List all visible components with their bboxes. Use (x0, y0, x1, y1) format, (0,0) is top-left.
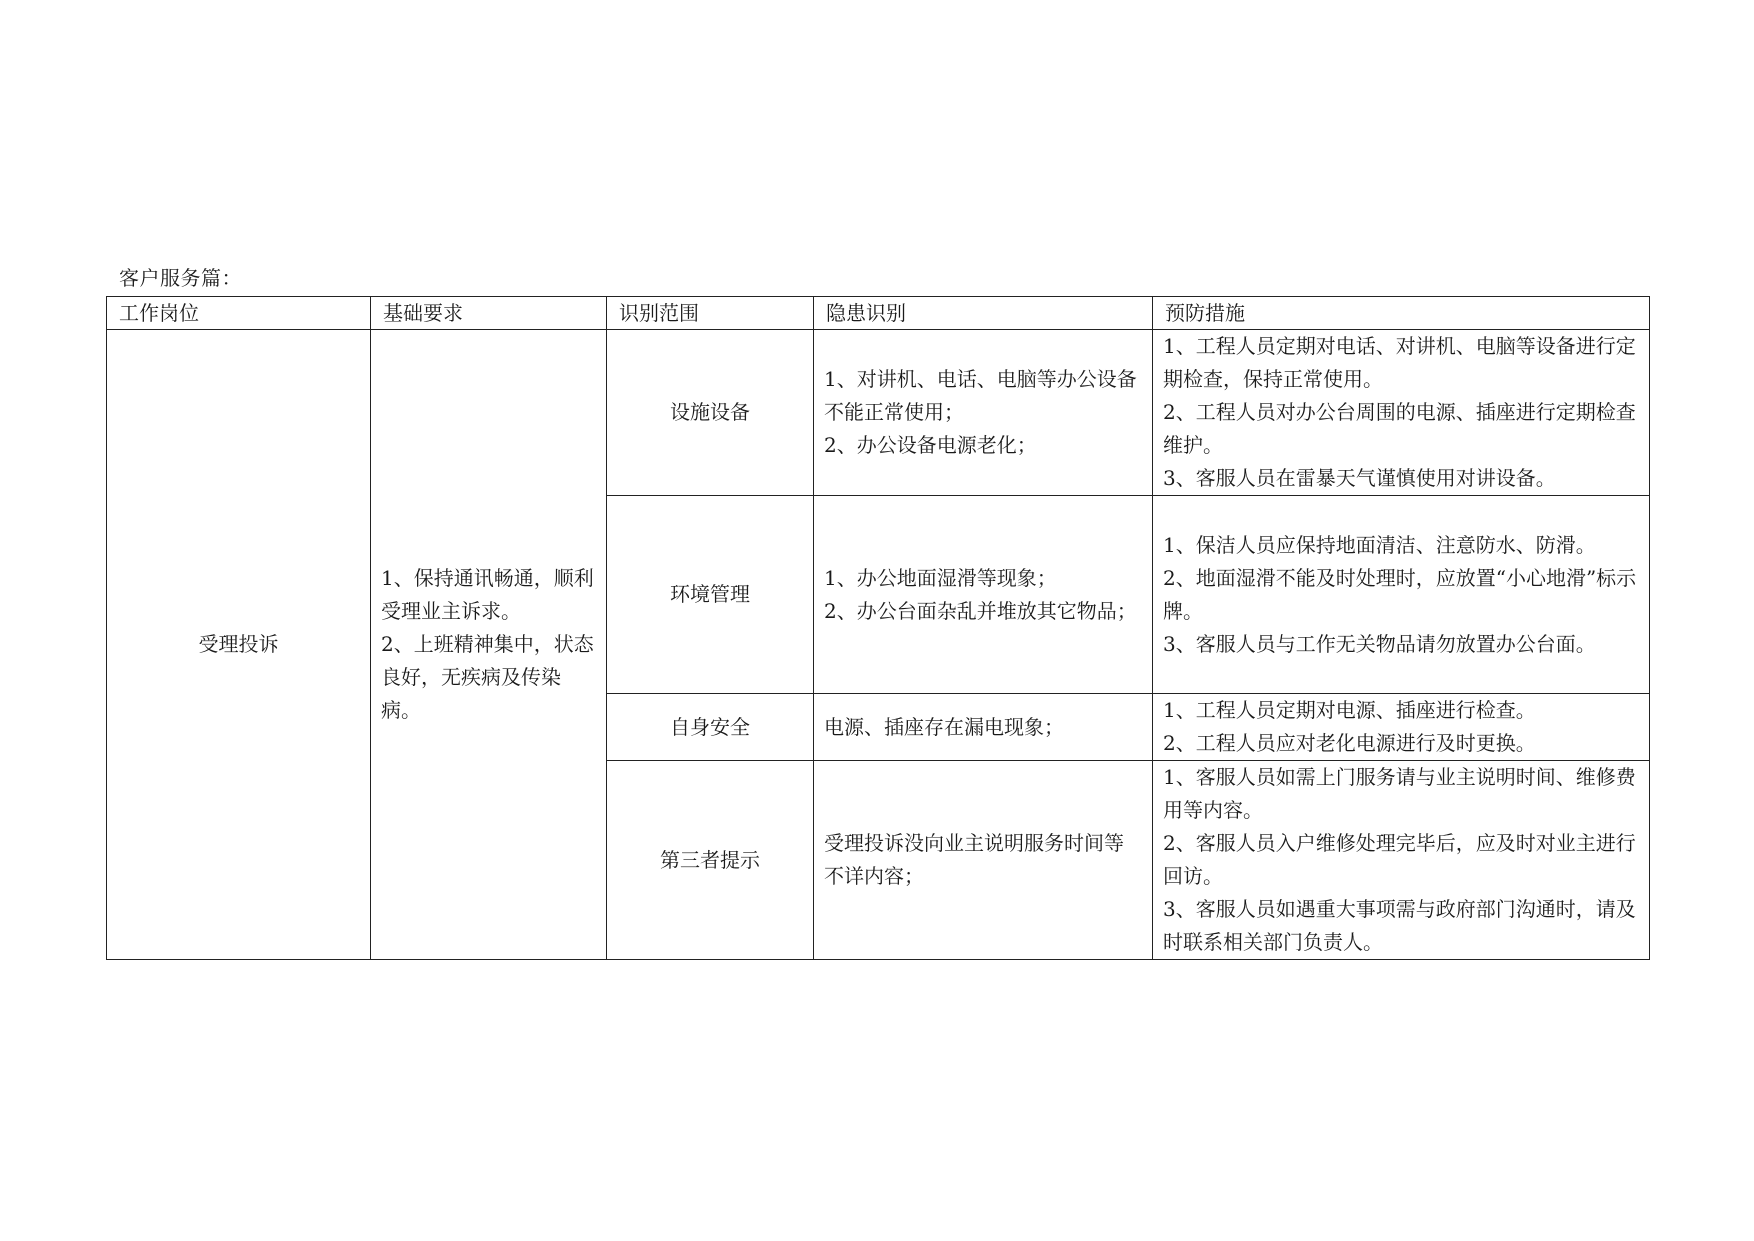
prevention-item: 1、保洁人员应保持地面清洁、注意防水、防滑。 (1163, 532, 1596, 557)
header-post: 工作岗位 (107, 297, 371, 330)
scope-cell: 设施设备 (607, 330, 814, 496)
hazard-item: 电源、插座存在漏电现象； (824, 714, 1064, 739)
hazard-item: 受理投诉没向业主说明服务时间等不详内容； (824, 831, 1124, 888)
hazard-item: 1、办公地面湿滑等现象； (824, 565, 1057, 590)
prevention-cell (1153, 496, 1650, 694)
prevention-item: 3、客服人员在雷暴天气谨慎使用对讲设备。 (1163, 466, 1556, 490)
prevention-item: 1、客服人员如需上门服务请与业主说明时间、维修费用等内容。 (1163, 765, 1636, 822)
hazard-item: 1、对讲机、电话、电脑等办公设备不能正常使用； (824, 367, 1137, 424)
prevention-item: 2、工程人员对办公台周围的电源、插座进行定期检查维护。 (1163, 400, 1636, 457)
hazard-item: 2、办公台面杂乱并堆放其它物品； (824, 598, 1137, 623)
table-header-row (107, 297, 1650, 330)
hazard-cell (814, 496, 1153, 694)
prevention-item: 2、地面湿滑不能及时处理时，应放置“小心地滑”标示牌。 (1163, 565, 1637, 623)
hazard-cell (814, 330, 1153, 496)
basic-requirement-item: 1、保持通讯畅通，顺利受理业主诉求。 (381, 566, 594, 623)
header-prevention: 预防措施 (1153, 297, 1650, 330)
prevention-item: 2、工程人员应对老化电源进行及时更换。 (1163, 731, 1536, 755)
risk-table (106, 296, 1650, 960)
prevention-cell (1153, 330, 1650, 496)
scope-cell: 第三者提示 (607, 761, 814, 960)
prevention-cell (1153, 694, 1650, 761)
hazard-cell (814, 694, 1153, 761)
scope-cell: 环境管理 (607, 496, 814, 694)
scope-cell: 自身安全 (607, 694, 814, 761)
prevention-cell (1153, 761, 1650, 960)
prevention-item: 1、工程人员定期对电话、对讲机、电脑等设备进行定期检查，保持正常使用。 (1163, 334, 1636, 391)
prevention-item: 2、客服人员入户维修处理完毕后，应及时对业主进行回访。 (1163, 831, 1636, 888)
table-row (107, 330, 1650, 496)
prevention-item: 3、客服人员与工作无关物品请勿放置办公台面。 (1163, 631, 1596, 656)
header-scope: 识别范围 (607, 297, 814, 330)
header-hazard: 隐患识别 (814, 297, 1153, 330)
post-name: 受理投诉 (107, 330, 371, 960)
basic-requirement-item: 2、上班精神集中，状态良好，无疾病及传染病。 (381, 632, 594, 722)
hazard-cell (814, 761, 1153, 960)
section-title: 客户服务篇： (119, 266, 242, 290)
basic-requirements-cell (371, 330, 607, 960)
hazard-item: 2、办公设备电源老化； (824, 433, 1037, 457)
prevention-item: 1、工程人员定期对电源、插座进行检查。 (1163, 698, 1536, 722)
header-basic-requirements: 基础要求 (371, 297, 607, 330)
prevention-item: 3、客服人员如遇重大事项需与政府部门沟通时，请及时联系相关部门负责人。 (1163, 897, 1636, 954)
